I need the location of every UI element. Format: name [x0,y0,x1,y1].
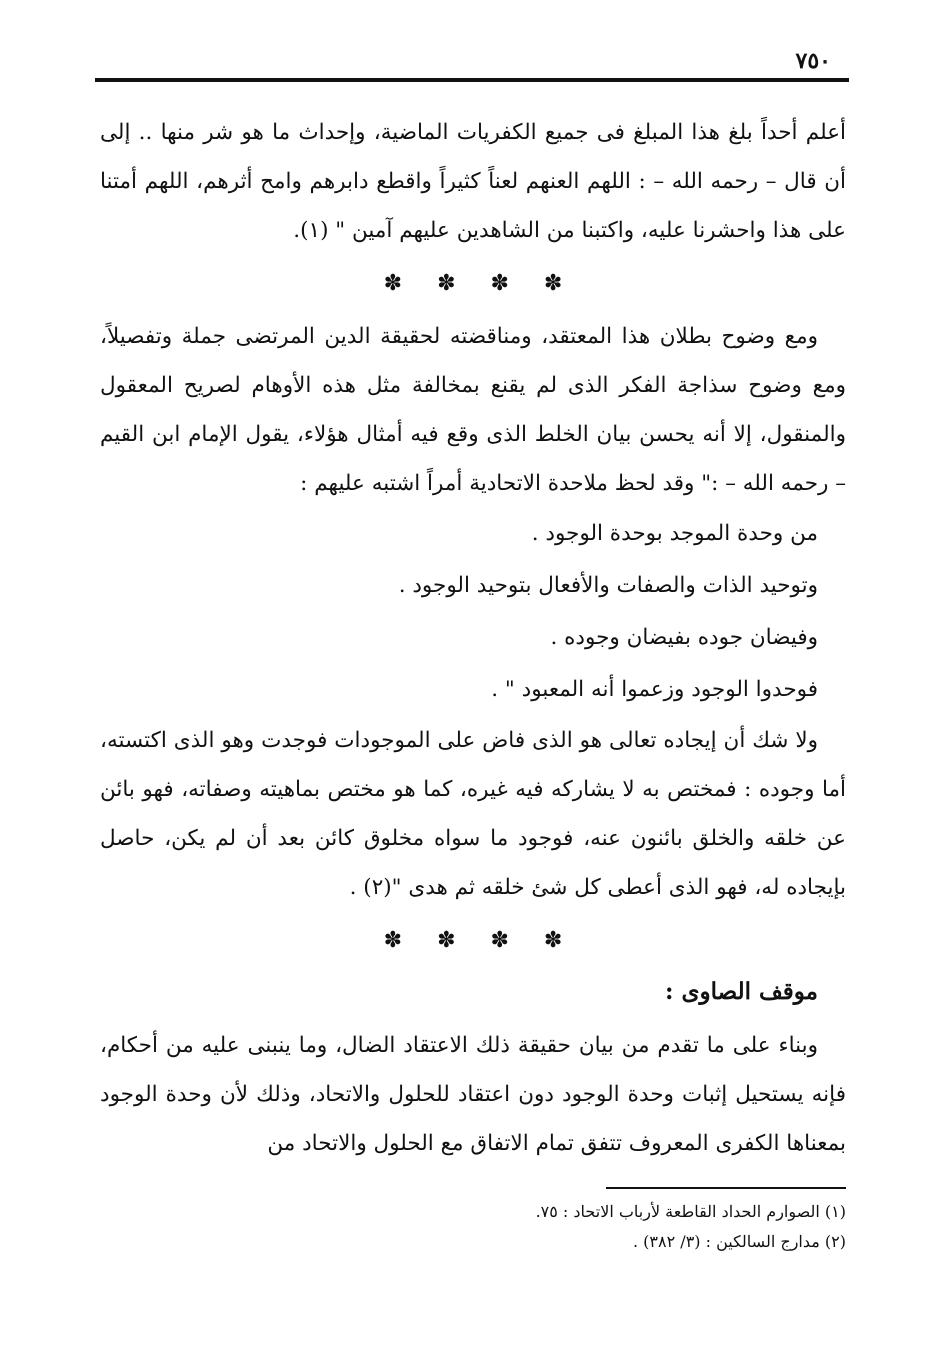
paragraph-existence: ولا شك أن إيجاده تعالى هو الذى فاض على الموجودات فوجدت وهو الذى اكتسته، أما وجوده : فمختص به لا يشاركه فيه غيره، كما هو مختص بماهيته وصفاته، فهو بائن عن خلقه والخلق بائنون عنه، فوجود ما سواه مخلوق كائن بعد أن لم يكن، حاصل بإيجاده له، فهو الذى أعطى كل شئ خلقه ثم هدى "(٢) . [100,728,846,900]
footnote: (٢) مدارج السالكين : (٣/ ٣٨٢) . [633,1232,846,1251]
separator-stars: ✽ ✽ ✽ ✽ [383,271,577,296]
verse-line: وفيضان جوده بفيضان وجوده . [550,625,818,650]
header-rule [95,78,849,82]
paragraph-continuation: أعلم أحداً بلغ هذا المبلغ فى جميع الكفريات الماضية، وإحداث ما هو شر منها .. إلى أن قال – رحمه الله – : اللهم العنهم لعناً كثيراً واقطع دابرهم وامح أثرهم، اللهم أمتنا على هذا واحشرنا عليه، واكتبنا من الشاهدين عليهم آمين " (١). [100,120,846,243]
paragraph-conclusion: وبناء على ما تقدم من بيان حقيقة ذلك الاعتقاد الضال، وما ينبنى عليه من أحكام، فإنه يستحيل إثبات وحدة الوجود دون اعتقاد للحلول والاتحاد، وذلك لأن وحدة الوجود بمعناها الكفرى المعروف تتفق تمام الاتفاق مع الحلول والاتحاد من [100,1033,846,1156]
paragraph-ibn-alqayyim: ومع وضوح بطلان هذا المعتقد، ومناقضته لحقيقة الدين المرتضى جملة وتفصيلاً، ومع وضوح سذاجة الفكر الذى لم يقنع بمخالفة مثل هذه الأوهام لصريح المعقول والمنقول، إلا أنه يحسن بيان الخلط الذى وقع فيه أمثال هؤلاء، يقول الإمام ابن القيم – رحمه الله – :" وقد لحظ ملاحدة الاتحادية أمراً اشتبه عليهم : [100,324,846,496]
body-text [100,108,846,1168]
footnote: (١) الصوارم الحداد القاطعة لأرباب الاتحاد : ٧٥. [535,1202,846,1221]
verse-line: وتوحيد الذات والصفات والأفعال بتوحيد الوجود . [398,573,818,598]
separator-stars: ✽ ✽ ✽ ✽ [383,928,577,953]
verse-line: من وحدة الموجد بوحدة الوجود . [531,521,818,546]
section-heading: موقف الصاوى : [665,978,818,1005]
footnotes [346,1197,846,1257]
verse-line: فوحدوا الوجود وزعموا أنه المعبود " . [491,677,818,702]
page-number: ٧٥٠ [795,48,831,74]
footnote-rule [606,1187,846,1189]
